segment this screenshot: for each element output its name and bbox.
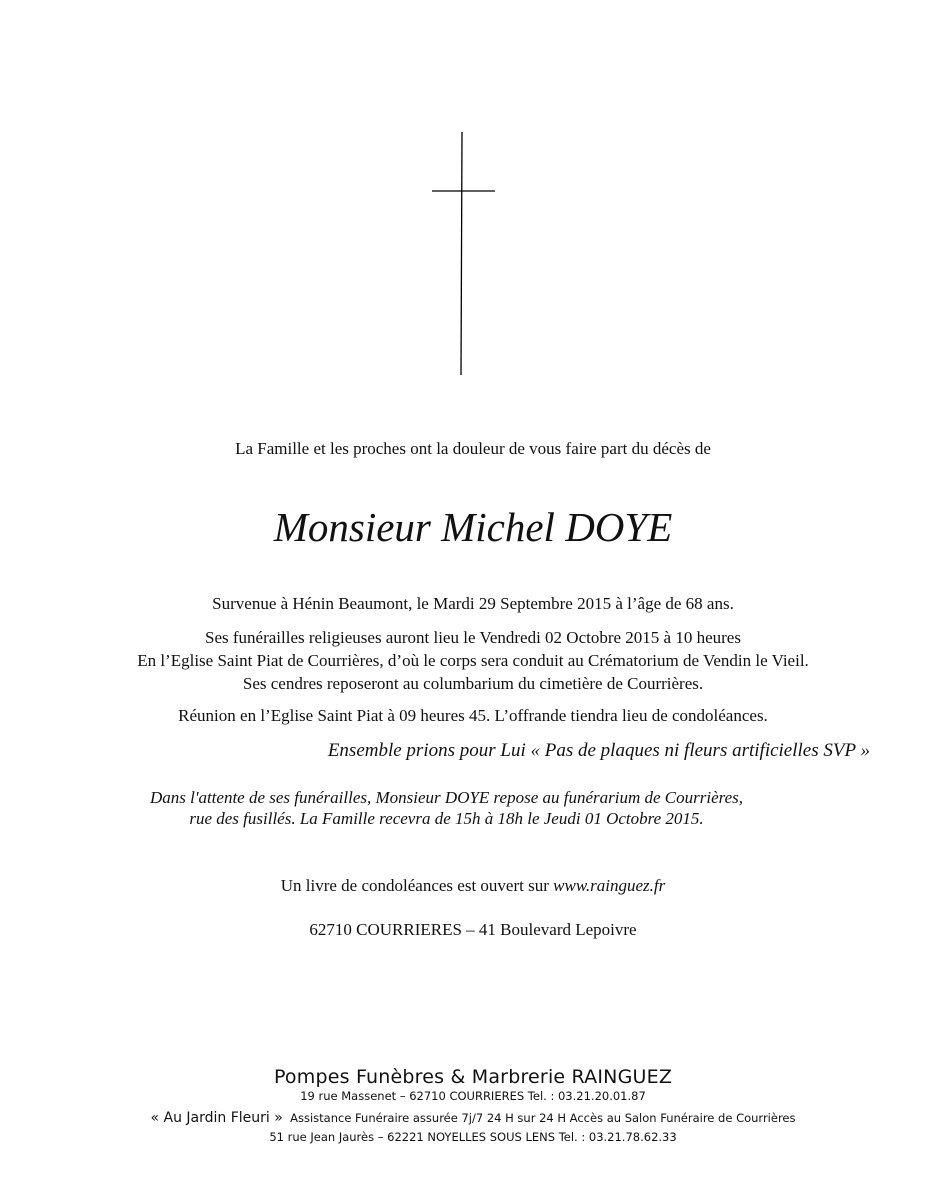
waiting-line-2 xyxy=(0,809,946,829)
waiting-line-1 xyxy=(0,788,946,808)
condolence-text: Un livre de condoléances est ouvert sur xyxy=(280,876,554,895)
services-line xyxy=(0,1110,946,1126)
company-name: Pompes Funèbres & Marbrerie RAINGUEZ xyxy=(273,1066,673,1088)
cross-icon xyxy=(0,0,946,400)
intro-text: La Famille et les proches ont la douleur de vous faire part du décès de xyxy=(235,439,711,458)
waiting-line-1-text: Dans l'attente de ses funérailles, Monsieur DOYE repose au funérarium de Courrières, xyxy=(149,788,744,807)
company-address: 19 rue Massenet – 62710 COURRIERES Tel. : 03.21.20.01.87 xyxy=(300,1089,646,1103)
deceased-name: Monsieur Michel DOYE xyxy=(273,504,673,550)
condolence-line xyxy=(0,876,946,896)
services-text: Assistance Funéraire assurée 7j/7 24 H sur 24 H Accès au Salon Funéraire de Courrières xyxy=(290,1111,796,1125)
waiting-line-2-text: rue des fusillés. La Famille recevra de 15h à 18h le Jeudi 01 Octobre 2015. xyxy=(189,809,704,828)
shop-name: « Au Jardin Fleuri » xyxy=(150,1110,283,1126)
funeral-line-3: Ses cendres reposeront au columbarium du cimetière de Courrières. xyxy=(242,674,704,693)
shop-address: 51 rue Jean Jaurès – 62221 NOYELLES SOUS LENS Tel. : 03.21.78.62.33 xyxy=(269,1130,677,1144)
death-line: Survenue à Hénin Beaumont, le Mardi 29 Septembre 2015 à l’âge de 68 ans. xyxy=(212,594,734,613)
funeral-line-2: En l’Eglise Saint Piat de Courrières, d’où le corps sera conduit au Crématorium de Vendin le Vieil. xyxy=(137,651,809,670)
meeting-line: Réunion en l’Eglise Saint Piat à 09 heures 45. L’offrande tiendra lieu de condoléances. xyxy=(178,706,768,725)
address-line: 62710 COURRIERES – 41 Boulevard Lepoivre xyxy=(309,920,637,939)
funeral-line-1: Ses funérailles religieuses auront lieu le Vendredi 02 Octobre 2015 à 10 heures xyxy=(205,628,741,647)
condolence-website-link[interactable]: www.rainguez.fr xyxy=(553,876,666,895)
prayer-line: Ensemble prions pour Lui « Pas de plaques ni fleurs artificielles SVP » xyxy=(327,740,870,761)
